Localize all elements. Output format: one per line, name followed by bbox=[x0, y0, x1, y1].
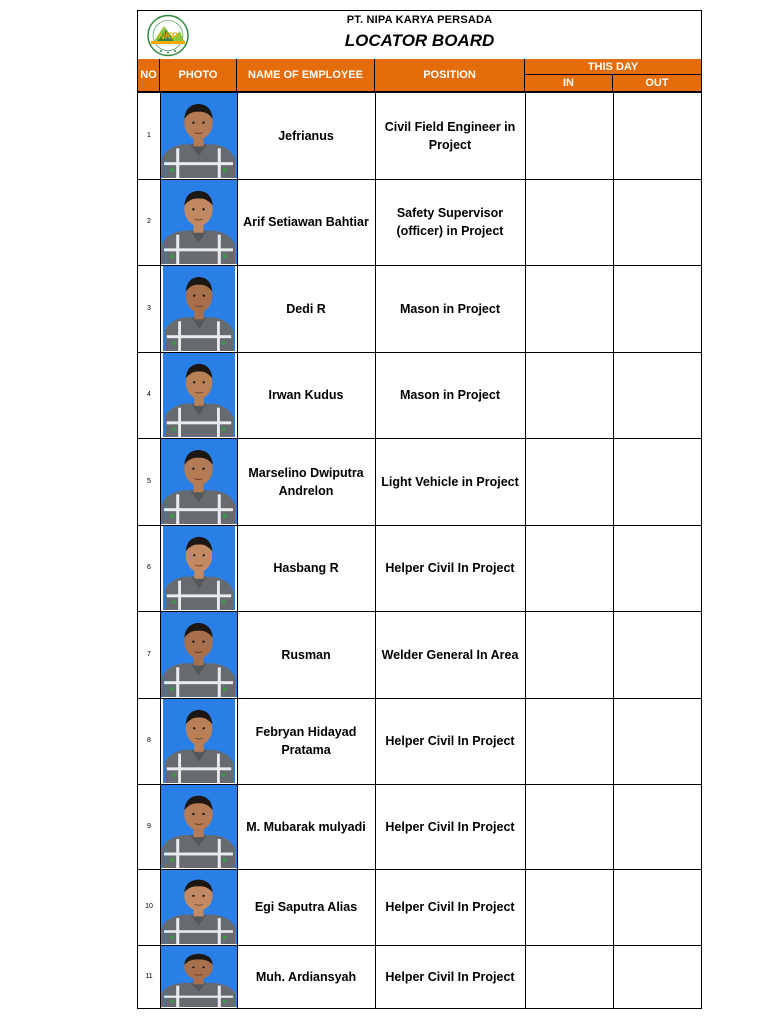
employee-position: Helper Civil In Project bbox=[385, 561, 515, 575]
check-out-cell bbox=[613, 698, 701, 784]
column-divider bbox=[160, 92, 161, 1008]
column-header-no: NO bbox=[138, 59, 160, 92]
employee-position: Welder General In Area bbox=[381, 647, 519, 662]
check-in-cell bbox=[525, 438, 613, 525]
employee-position: Light Vehicle in Project bbox=[381, 474, 519, 489]
board-title: LOCATOR BOARD bbox=[344, 31, 495, 50]
check-in-cell bbox=[525, 869, 613, 945]
check-in-cell bbox=[525, 698, 613, 784]
employee-name: Irwan Kudus bbox=[268, 388, 344, 402]
employee-photo bbox=[160, 946, 237, 1007]
employee-name: Jefrianus bbox=[278, 128, 334, 143]
check-out-cell bbox=[613, 525, 701, 611]
board-header bbox=[138, 11, 701, 60]
company-name: PT. NIPA KARYA PERSADA bbox=[346, 14, 493, 26]
check-in-cell bbox=[525, 784, 613, 869]
check-out-cell bbox=[613, 869, 701, 945]
column-divider bbox=[525, 92, 526, 1008]
employee-number: 8 bbox=[147, 737, 151, 744]
check-out-cell bbox=[613, 179, 701, 265]
employee-number: 4 bbox=[147, 391, 151, 398]
employee-photo bbox=[160, 785, 237, 868]
employee-position: Civil Field Engineer in Project bbox=[384, 119, 516, 152]
check-out-cell bbox=[613, 92, 701, 179]
employee-name: Arif Setiawan Bahtiar bbox=[243, 215, 369, 229]
employee-number: 11 bbox=[145, 972, 153, 980]
employee-number: 1 bbox=[147, 131, 151, 139]
employee-position: Helper Civil In Project bbox=[385, 900, 515, 914]
employee-position: Helper Civil In Project bbox=[385, 969, 515, 984]
employee-photo bbox=[160, 439, 237, 524]
column-divider bbox=[375, 92, 376, 1008]
employee-photo bbox=[160, 870, 237, 944]
check-in-cell bbox=[525, 265, 613, 352]
check-in-cell bbox=[525, 945, 613, 1008]
check-in-cell bbox=[525, 525, 613, 611]
employee-number: 5 bbox=[147, 477, 151, 485]
employee-number: 2 bbox=[147, 218, 151, 225]
column-divider bbox=[613, 92, 614, 1008]
employee-position: Mason in Project bbox=[399, 388, 501, 402]
employee-position: Safety Supervisor (officer) in Project bbox=[396, 206, 504, 238]
column-header-position: POSITION bbox=[375, 59, 525, 92]
employee-photo bbox=[163, 526, 235, 610]
column-header-in: IN bbox=[525, 75, 613, 92]
column-divider bbox=[237, 92, 238, 1008]
locator-board bbox=[137, 10, 702, 1009]
employee-name: Muh. Ardiansyah bbox=[255, 969, 357, 984]
employee-photo bbox=[163, 266, 235, 351]
check-out-cell bbox=[613, 265, 701, 352]
employee-name: Febryan Hidayad Pratama bbox=[255, 725, 357, 757]
check-in-cell bbox=[525, 92, 613, 179]
check-in-cell bbox=[525, 611, 613, 698]
employee-position: Helper Civil In Project bbox=[385, 734, 515, 748]
column-header-name: NAME OF EMPLOYEE bbox=[237, 59, 375, 92]
employee-name: Egi Saputra Alias bbox=[254, 900, 358, 914]
column-header-photo: PHOTO bbox=[160, 59, 237, 92]
employee-photo bbox=[160, 93, 237, 178]
employee-number: 7 bbox=[147, 650, 151, 658]
employee-name: Marselino Dwiputra Andrelon bbox=[248, 465, 364, 498]
employee-name: Hasbang R bbox=[273, 561, 339, 575]
check-in-cell bbox=[525, 352, 613, 438]
column-header-out: OUT bbox=[613, 75, 701, 92]
employee-photo bbox=[163, 699, 235, 783]
column-header-this-day: THIS DAY bbox=[525, 59, 701, 75]
employee-number: 3 bbox=[147, 304, 151, 312]
check-out-cell bbox=[613, 352, 701, 438]
employee-name: M. Mubarak mulyadi bbox=[246, 819, 366, 834]
employee-photo bbox=[160, 180, 237, 264]
employee-number: 6 bbox=[147, 564, 151, 571]
employee-photo bbox=[163, 353, 235, 437]
check-in-cell bbox=[525, 179, 613, 265]
employee-number: 9 bbox=[147, 822, 151, 830]
employee-photo bbox=[160, 612, 237, 697]
check-out-cell bbox=[613, 438, 701, 525]
check-out-cell bbox=[613, 784, 701, 869]
check-out-cell bbox=[613, 611, 701, 698]
employee-name: Dedi R bbox=[286, 301, 326, 316]
employee-number: 10 bbox=[145, 903, 153, 910]
employee-position: Helper Civil In Project bbox=[385, 819, 515, 834]
svg-text:NKP: NKP bbox=[158, 31, 178, 41]
check-out-cell bbox=[613, 945, 701, 1008]
employee-name: Rusman bbox=[281, 647, 331, 662]
employee-position: Mason in Project bbox=[399, 301, 501, 316]
